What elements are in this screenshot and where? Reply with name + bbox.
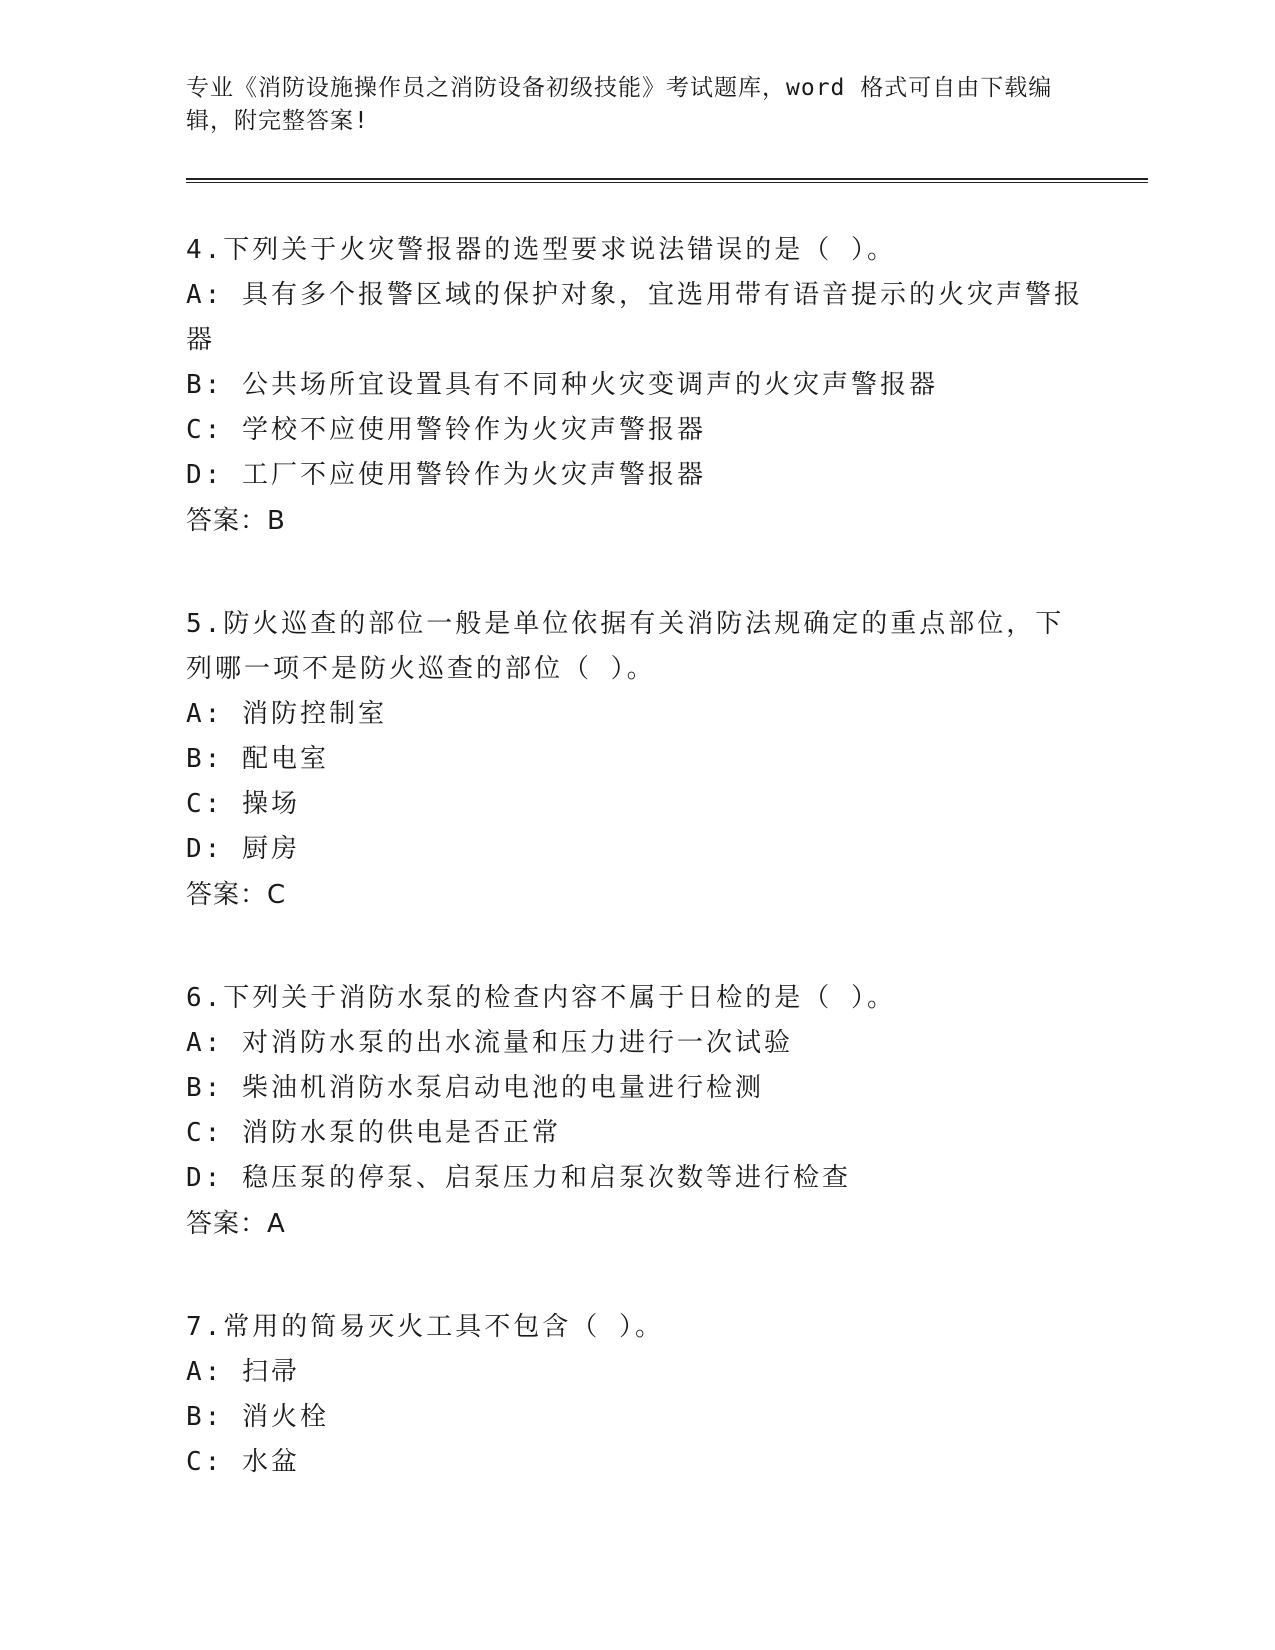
document-intro: 专业《消防设施操作员之消防设备初级技能》考试题库，word 格式可自由下载编辑，附完整答案! <box>186 75 1053 134</box>
question-5 <box>186 602 1086 918</box>
question-stem: 6.下列关于消防水泵的检查内容不属于日检的是（ ）。 <box>186 983 896 1013</box>
question-6 <box>186 976 1086 1247</box>
option-b: B: 公共场所宜设置具有不同种火灾变调声的火灾声警报器 <box>186 370 938 400</box>
header-divider <box>186 178 1148 183</box>
answer: 答案：A <box>186 1209 286 1239</box>
option-d: D: 工厂不应使用警铃作为火灾声警报器 <box>186 460 706 490</box>
answer: 答案：B <box>186 506 286 536</box>
option-b: B: 配电室 <box>186 744 329 774</box>
option-c: C: 操场 <box>186 789 300 819</box>
option-a: A: 对消防水泵的出水流量和压力进行一次试验 <box>186 1028 793 1058</box>
option-b: B: 消火栓 <box>186 1402 329 1432</box>
option-c: C: 消防水泵的供电是否正常 <box>186 1118 561 1148</box>
option-d: D: 稳压泵的停泵、启泵压力和启泵次数等进行检查 <box>186 1163 851 1193</box>
option-c: C: 学校不应使用警铃作为火灾声警报器 <box>186 415 706 445</box>
option-a: A: 具有多个报警区域的保护对象，宜选用带有语音提示的火灾声警报器 <box>186 280 1083 355</box>
question-stem: 7.常用的简易灭火工具不包含（ ）。 <box>186 1312 664 1342</box>
question-stem: 4.下列关于火灾警报器的选型要求说法错误的是（ ）。 <box>186 235 896 265</box>
question-list <box>186 228 1086 1543</box>
option-b: B: 柴油机消防水泵启动电池的电量进行检测 <box>186 1073 764 1103</box>
option-c: C: 水盆 <box>186 1447 300 1477</box>
question-7 <box>186 1305 1086 1485</box>
answer: 答案：C <box>186 880 287 910</box>
option-a: A: 扫帚 <box>186 1357 300 1387</box>
document-page <box>186 0 1146 1650</box>
question-stem: 5.防火巡查的部位一般是单位依据有关消防法规确定的重点部位，下列哪一项不是防火巡查的部位（ ）。 <box>186 609 1065 684</box>
option-a: A: 消防控制室 <box>186 699 387 729</box>
question-4 <box>186 228 1086 544</box>
option-d: D: 厨房 <box>186 834 300 864</box>
